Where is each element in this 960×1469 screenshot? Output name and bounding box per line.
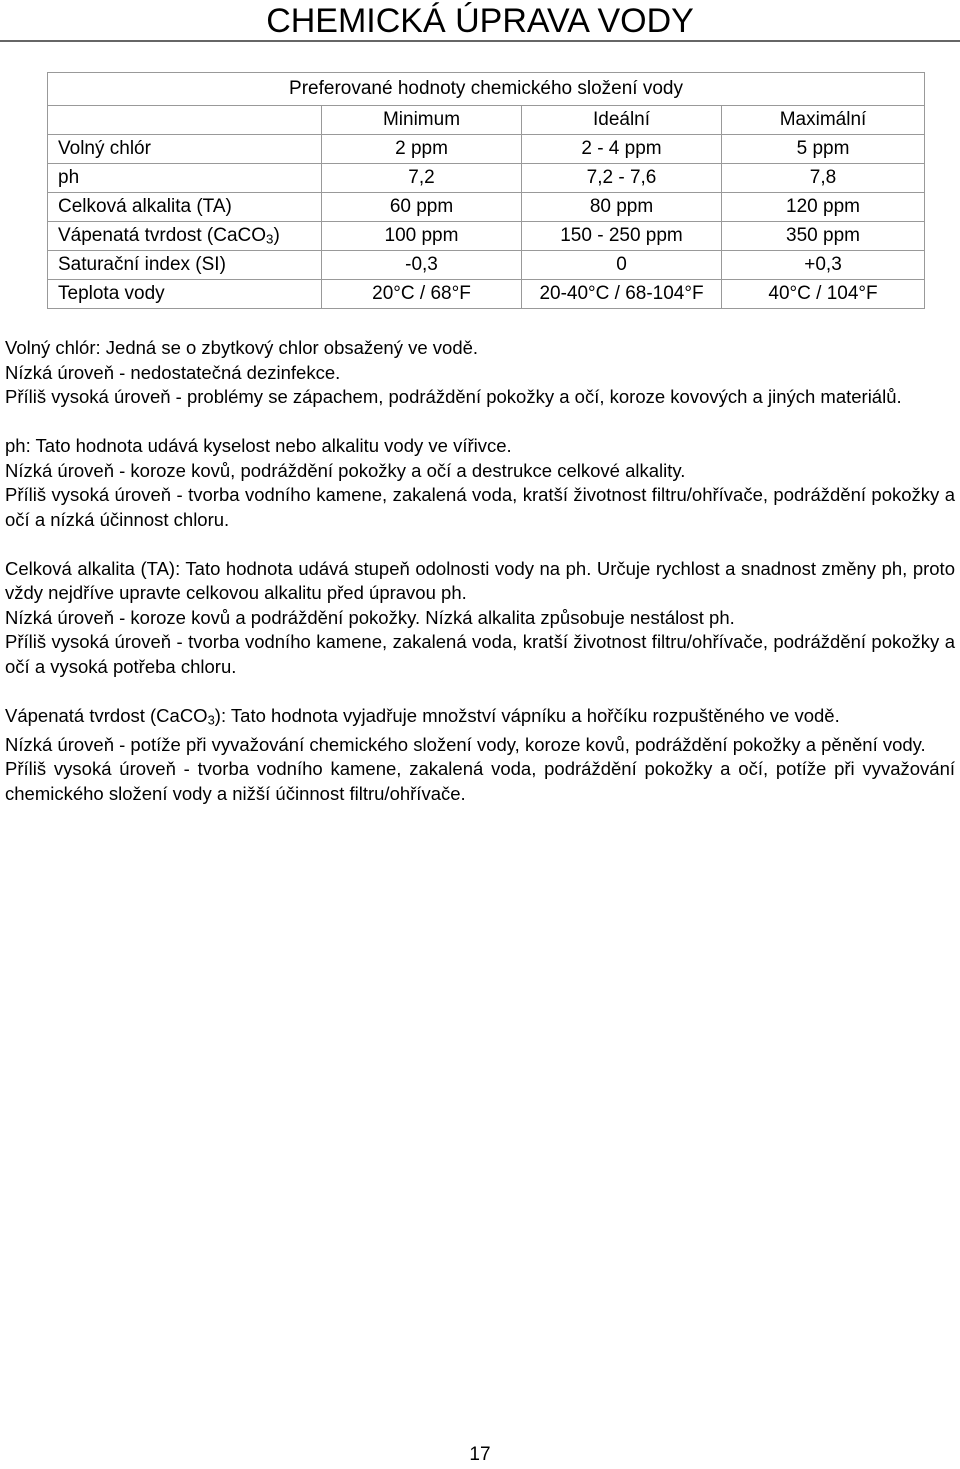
section-high-level: Příliš vysoká úroveň - tvorba vodního kamene, zakalená voda, kratší životnost filtru/ohřívače, podráždění pokožky a očí a nízká účinnost chloru. (5, 484, 955, 530)
cell-minimum: 100 ppm (322, 222, 522, 251)
cell-maximum: 120 ppm (722, 193, 925, 222)
row-label: Teplota vody (48, 280, 322, 309)
page-title: CHEMICKÁ ÚPRAVA VODY (266, 2, 694, 40)
cell-minimum: 60 ppm (322, 193, 522, 222)
table-row (48, 164, 925, 193)
table-row (48, 193, 925, 222)
cell-ideal: 0 (522, 251, 722, 280)
section-intro (5, 434, 955, 459)
table-caption: Preferované hodnoty chemického složení vody (48, 73, 925, 106)
cell-minimum: 2 ppm (322, 135, 522, 164)
section-term: Celková alkalita (TA): (5, 557, 181, 579)
section-description: Tato hodnota vyjadřuje množství vápníku a hořčíku rozpuštěného ve vodě. (226, 704, 840, 726)
row-label: ph (48, 164, 322, 193)
section-total-alkalinity (5, 557, 955, 680)
section-ph (5, 434, 955, 532)
section-high-level: Příliš vysoká úroveň - tvorba vodního kamene, zakalená voda, kratší životnost filtru/ohřívače, podráždění pokožky a očí a vysoká potřeba chloru. (5, 631, 955, 677)
cell-minimum: 7,2 (322, 164, 522, 193)
row-label: Saturační index (SI) (48, 251, 322, 280)
header-ideal: Ideální (522, 106, 722, 135)
section-low-level: Nízká úroveň - koroze kovů a podráždění pokožky. Nízká alkalita způsobuje nestálost ph. (5, 606, 735, 628)
header-maximum: Maximální (722, 106, 925, 135)
section-intro (5, 557, 955, 606)
title-divider (0, 40, 960, 42)
header-minimum: Minimum (322, 106, 522, 135)
section-calcium-hardness (5, 704, 955, 807)
table-caption-row (48, 73, 925, 106)
cell-ideal: 2 - 4 ppm (522, 135, 722, 164)
table-header-row (48, 106, 925, 135)
section-low-level: Nízká úroveň - potíže při vyvažování chemického složení vody, koroze kovů, podráždění pokožky a pěnění vody. (5, 733, 926, 755)
row-label: Vápenatá tvrdost (CaCO$_3$) (48, 222, 322, 251)
section-low-level: Nízká úroveň - nedostatečná dezinfekce. (5, 361, 341, 383)
row-label: Celková alkalita (TA) (48, 193, 322, 222)
section-term: Volný chlór: (5, 337, 101, 358)
cell-maximum: 350 ppm (722, 222, 925, 251)
cell-maximum: 40°C / 104°F (722, 280, 925, 309)
cell-ideal: 7,2 - 7,6 (522, 164, 722, 193)
table-row (48, 251, 925, 280)
page-number: 17 (469, 1444, 491, 1465)
table-row (48, 222, 925, 251)
cell-maximum: 7,8 (722, 164, 925, 193)
section-description: Jedná se o zbytkový chlor obsažený ve vodě. (100, 337, 479, 358)
section-term: ph: (5, 435, 31, 456)
document-body (5, 336, 955, 831)
section-high-level: Příliš vysoká úroveň - problémy se zápachem, podráždění pokožky a očí, koroze kovových a jiných materiálů. (5, 386, 902, 407)
cell-ideal: 80 ppm (522, 193, 722, 222)
section-high-level: Příliš vysoká úroveň - tvorba vodního kamene, zakalená voda, podráždění pokožky a očí, potíže při vyvažování chemického složení vody a nižší účinnost filtru/ohřívače. (5, 758, 955, 804)
cell-minimum: -0,3 (322, 251, 522, 280)
cell-minimum: 20°C / 68°F (322, 280, 522, 309)
section-low-level: Nízká úroveň - koroze kovů, podráždění pokožky a očí a destrukce celkové alkality. (5, 459, 686, 481)
header-empty-cell (48, 106, 322, 135)
section-free-chlorine (5, 336, 955, 410)
section-description: Tato hodnota udává kyselost nebo alkalitu vody ve vířivce. (30, 435, 512, 456)
section-term: Vápenatá tvrdost (CaCO$_3$): (5, 704, 227, 728)
section-intro (5, 704, 955, 733)
cell-ideal: 20-40°C / 68-104°F (522, 280, 722, 309)
water-parameters-table (47, 72, 925, 309)
cell-maximum: +0,3 (722, 251, 925, 280)
section-description: Tato hodnota udává stupeň odolnosti vody na ph. Určuje rychlost a snadnost změny ph, proto vždy nejdříve upravte celkovou alkalitu před úpravou ph. (5, 557, 955, 603)
row-label: Volný chlór (48, 135, 322, 164)
section-intro (5, 336, 955, 361)
cell-ideal: 150 - 250 ppm (522, 222, 722, 251)
cell-maximum: 5 ppm (722, 135, 925, 164)
table-row (48, 280, 925, 309)
table-row (48, 135, 925, 164)
